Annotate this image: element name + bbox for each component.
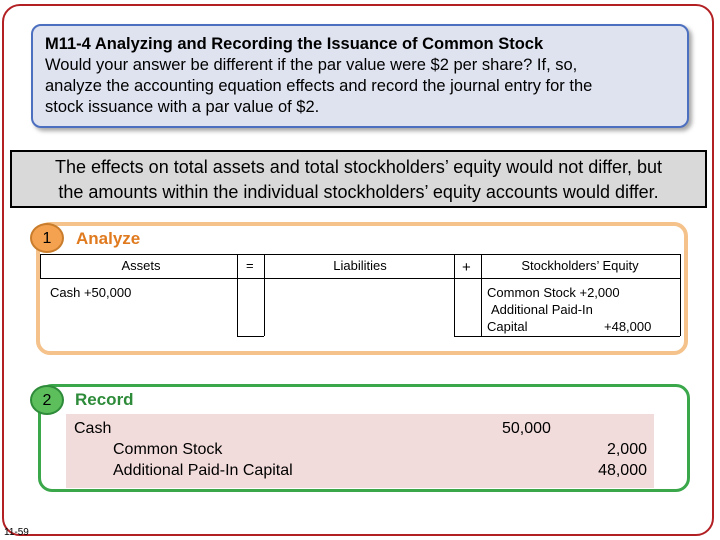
table-header-rule — [40, 278, 680, 279]
answer-line-2: the amounts within the individual stockholders’ equity accounts would differ. — [58, 182, 659, 202]
equals-bottom-rule — [237, 336, 264, 337]
table-right-rule — [680, 254, 681, 336]
journal-credit-account-2: Additional Paid-In Capital — [113, 462, 293, 479]
question-line-1: Would your answer be different if the par value were $2 per share? If, so, — [45, 56, 578, 74]
journal-debit-account: Cash — [74, 420, 112, 437]
table-left-rule — [40, 254, 41, 278]
equity-bottom-rule — [454, 336, 680, 337]
record-label: Record — [75, 390, 134, 409]
journal-credit-amount-1: 2,000 — [606, 441, 647, 458]
page-number: 11-59 — [4, 527, 29, 538]
equity-line-2: Additional Paid-In — [491, 302, 593, 317]
question-line-3: stock issuance with a par value of $2. — [45, 98, 320, 116]
assets-header: Assets — [121, 258, 161, 273]
journal-credit-account-1: Common Stock — [113, 441, 223, 458]
equity-line-3-label: Capital — [487, 319, 528, 334]
question-box — [31, 24, 689, 128]
equity-header: Stockholders’ Equity — [521, 258, 639, 273]
assets-value: Cash +50,000 — [50, 285, 132, 300]
equity-line-3-value: +48,000 — [604, 319, 652, 334]
liabilities-divider — [454, 254, 455, 336]
assets-divider — [237, 254, 238, 336]
analyze-label: Analyze — [76, 229, 141, 248]
equity-line-1: Common Stock +2,000 — [487, 285, 620, 300]
question-title: M11-4 Analyzing and Recording the Issuance of Common Stock — [45, 35, 544, 53]
journal-credit-amount-2: 48,000 — [598, 462, 647, 479]
plus-divider — [481, 254, 482, 336]
record-step-badge: 2 — [30, 385, 64, 415]
question-line-2: analyze the accounting equation effects and record the journal entry for the — [45, 77, 593, 95]
answer-box — [10, 150, 707, 208]
plus-sign: + — [462, 259, 471, 276]
answer-line-1: The effects on total assets and total stockholders’ equity would not differ, but — [54, 157, 663, 177]
equals-divider — [264, 254, 265, 336]
journal-debit-amount: 50,000 — [502, 420, 551, 437]
analyze-step-badge: 1 — [30, 223, 64, 253]
equals-sign: = — [246, 258, 254, 273]
liabilities-header: Liabilities — [333, 258, 387, 273]
table-top-rule — [40, 254, 680, 255]
question-text — [45, 34, 675, 118]
